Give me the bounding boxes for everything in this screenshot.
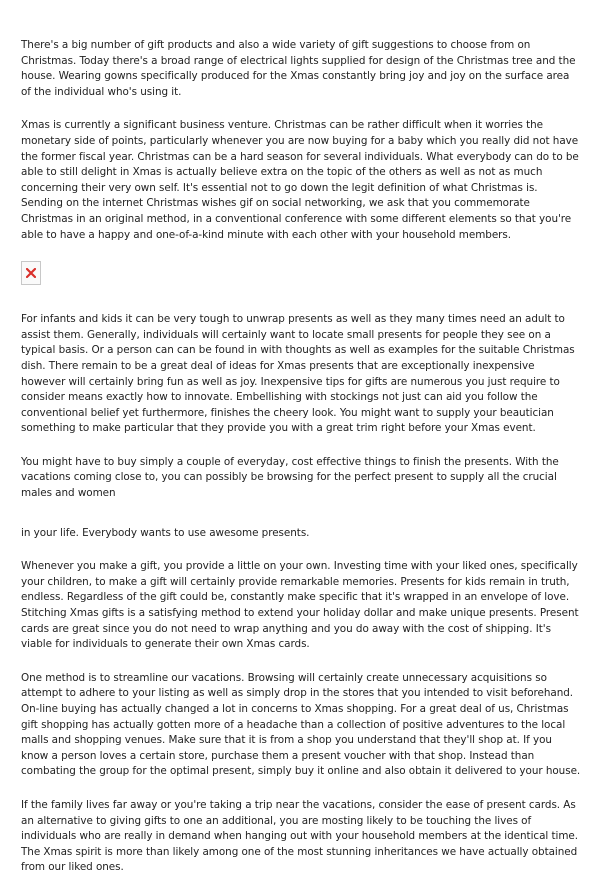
close-x-icon	[26, 268, 36, 278]
paragraph-8: If the family lives far away or you're taking a trip near the vacations, consider the ease of present cards. As an alternative to giving gifts to one an additional, you are mosting likely to be touching the lives of individuals who are really in demand when hanging out with your household members at the identical time. The Xmas spirit is more than likely among one of the most stunning inheritances we have actually obtained from our liked ones.	[21, 798, 579, 874]
paragraph-1: There's a big number of gift products and also a wide variety of gift suggestions to choose from on Christmas. Today there's a broad range of electrical lights supplied for design of the Christmas tree and the house. Wearing gowns specifically produced for the Xmas constantly bring joy and joy on the surface area of the individual who's using it.	[21, 39, 576, 98]
paragraph-7: One method is to streamline our vacations. Browsing will certainly create unnecessary acquisitions so attempt to adhere to your listing as well as simply drop in the stores that you intended to visit beforehand. On-line buying has actually changed a lot in concerns to Xmas shopping. For a great deal of us, Christmas gift shopping has actually gotten more of a headache than a collection of positive adventures to the local malls and shopping venues. Make sure that it is from a shop you understand that they'll shop at. If you know a person loves a certain store, purchase them a present voucher with that shop. Instead than combating the group for the optimal present, simply buy it online and also obtain it delivered to your house.	[21, 671, 581, 778]
paragraph-2: Xmas is currently a significant business venture. Christmas can be rather difficult when it worries the monetary side of points, particularly whenever you are now buying for a baby which you really did not have the former fiscal year. Christmas can be a hard season for several individuals. What everybody can do to be able to still delight in Xmas is actually believe extra on the topic of the others as well as not as much concerning their very own self. It's essential not to go down the legit definition of what Christmas is. Sending on the internet Christmas wishes gif on social networking, we ask that you commemorate Christmas in an original method, in a conventional conference with some different elements so that you're able to have a happy and one-of-a-kind minute with each other with your household members.	[21, 119, 579, 241]
paragraph-5: in your life. Everybody wants to use awesome presents.	[21, 526, 310, 539]
broken-image-icon	[21, 261, 41, 285]
paragraph-4: You might have to buy simply a couple of everyday, cost effective things to finish the presents. With the vacations coming close to, you can possibly be browsing for the perfect present to supply all the crucial males and women	[21, 455, 559, 500]
paragraph-3: For infants and kids it can be very tough to unwrap presents as well as they many times need an adult to assist them. Generally, individuals will certainly want to locate small presents for people they see on a typical basis. Or a person can can be found in with thoughts as well as examples for the suitable Christmas dish. There remain to be a great deal of ideas for Xmas presents that are exceptionally inexpensive however will certainly bring fun as well as joy. Inexpensive tips for gifts are numerous you just require to consider means exactly how to innovate. Embellishing with stockings not just can aid you follow the conventional belief yet furthermore, finishes the cheery look. You might want to supply your beautician something to make particular that they provide you with a great trim right before your Xmas event.	[21, 313, 575, 435]
paragraph-6: Whenever you make a gift, you provide a little on your own. Investing time with your liked ones, specifically your children, to make a gift will certainly provide remarkable memories. Presents for kids remain in truth, endless. Regardless of the gift could be, constantly make specific that it's wrapped in an envelope of love. Stitching Xmas gifts is a satisfying method to extend your holiday dollar and make unique presents. Present cards are great since you do not need to wrap anything and you do away with the cost of shipping. It's viable for individuals to generate their own Xmas cards.	[21, 560, 579, 651]
document-body	[21, 38, 581, 894]
